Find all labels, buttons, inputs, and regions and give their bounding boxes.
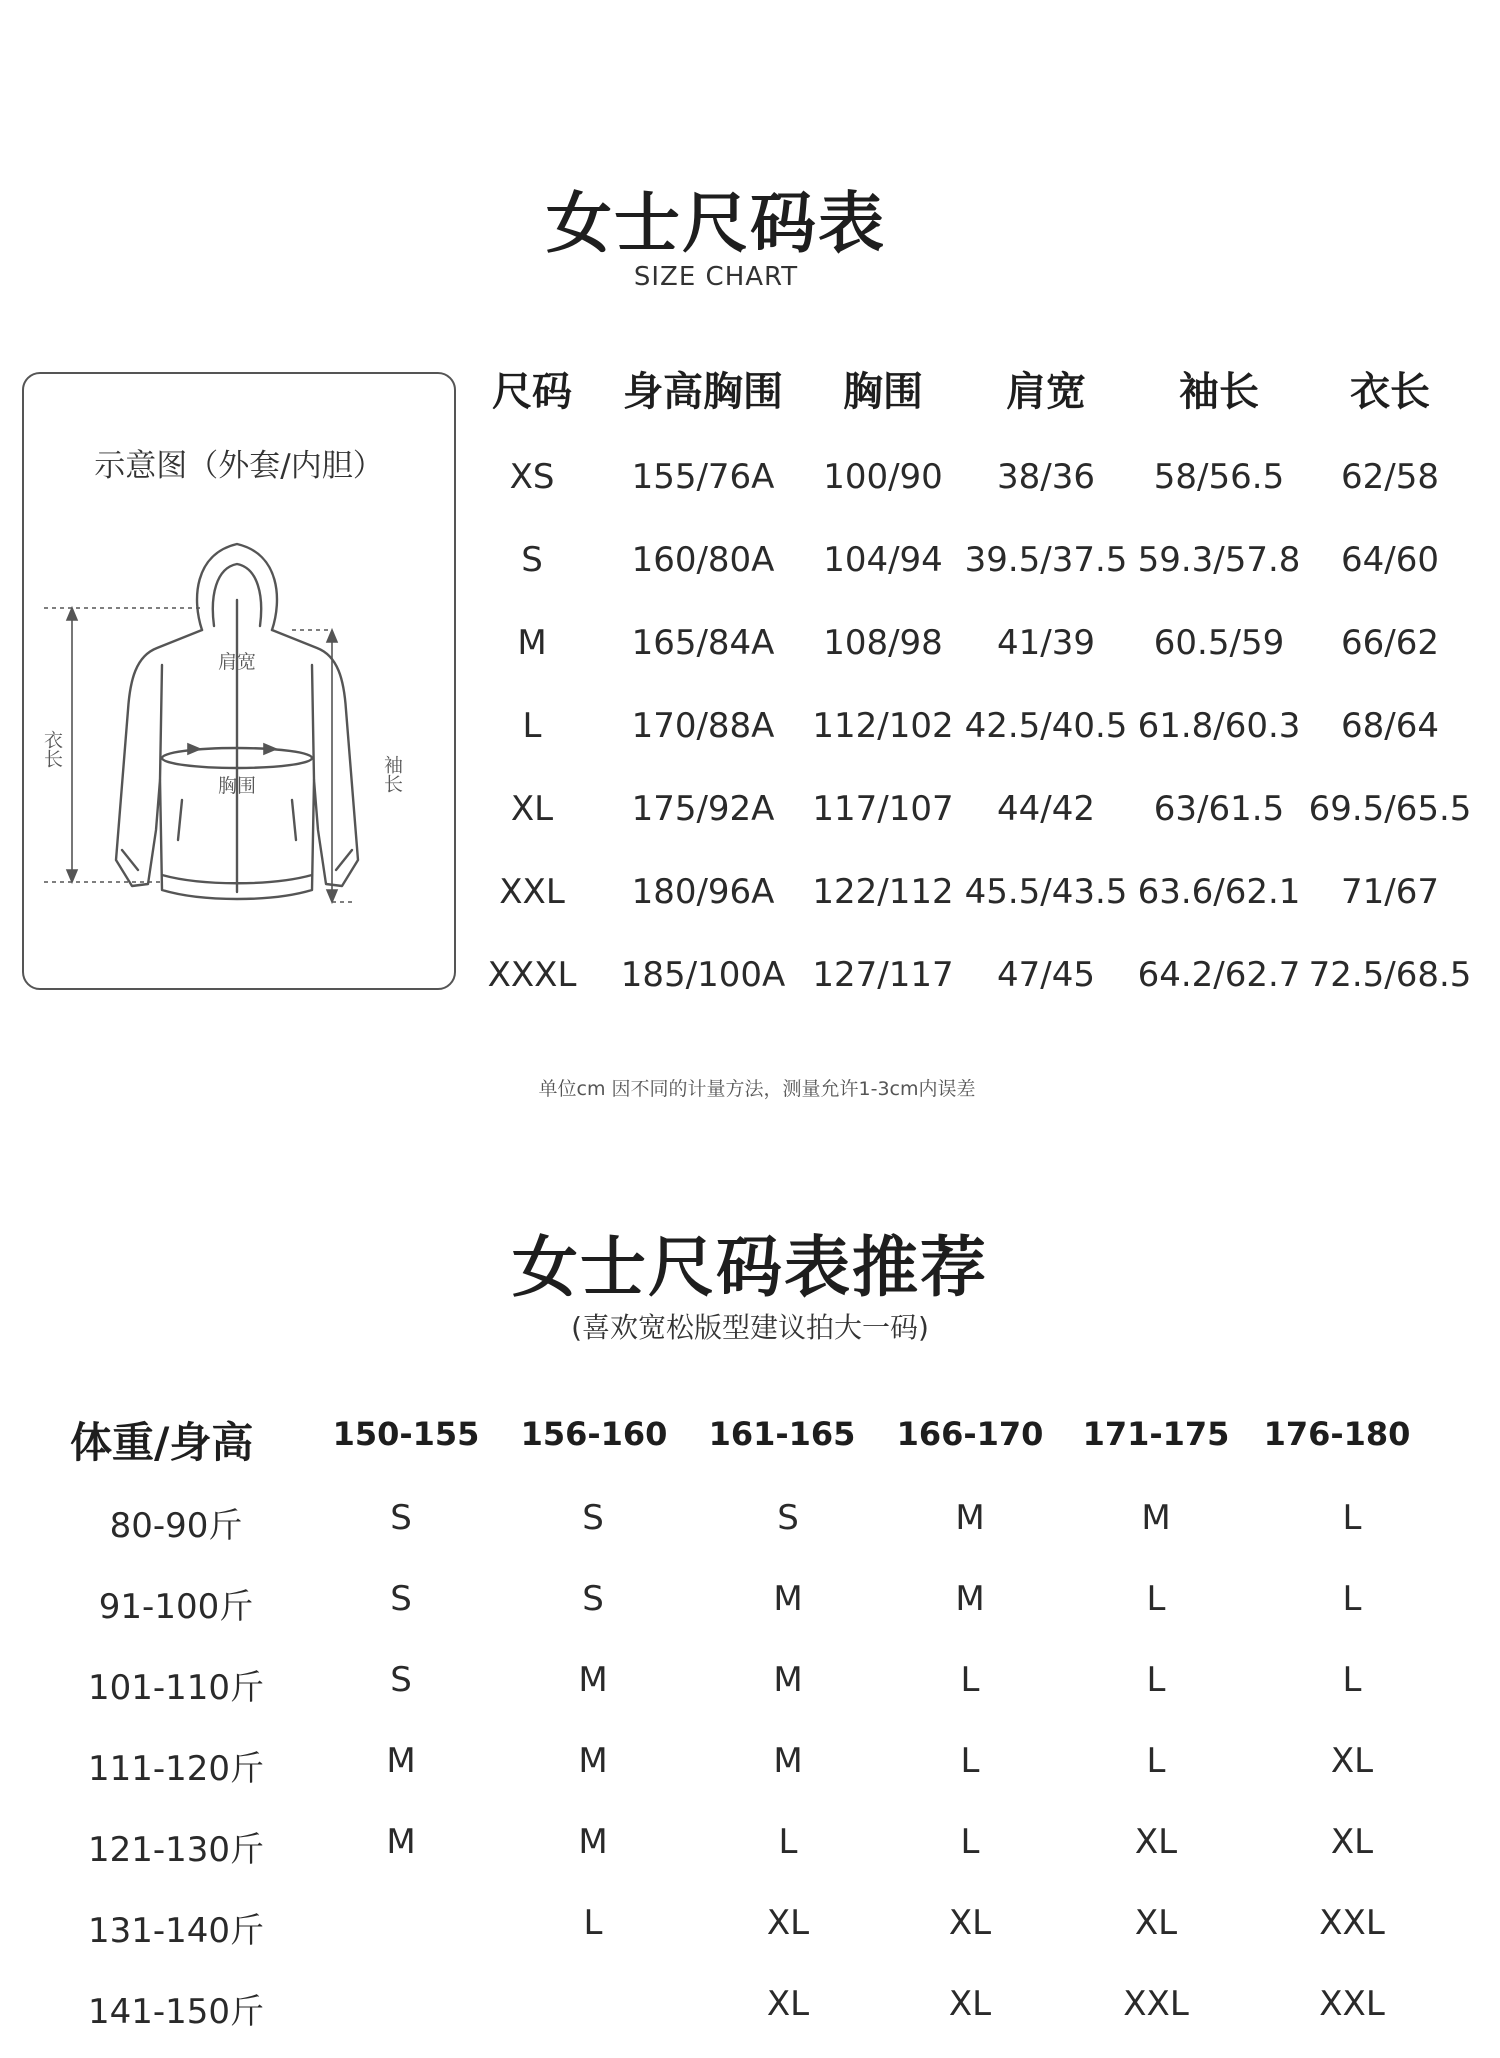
recommended-size-cell: M bbox=[773, 1741, 803, 1781]
size-chart-subtitle: SIZE CHART bbox=[633, 262, 799, 292]
size-table-cell: 155/76A bbox=[631, 457, 775, 497]
size-table-cell: 64.2/62.7 bbox=[1137, 955, 1301, 995]
recommended-size-cell: XL bbox=[766, 1984, 810, 2024]
recommended-size-cell: S bbox=[582, 1498, 604, 1538]
recommended-size-cell: L bbox=[1146, 1660, 1166, 1700]
recommended-size-cell: M bbox=[578, 1822, 608, 1862]
height-range-header: 171-175 bbox=[1082, 1415, 1230, 1453]
recommended-size-cell: L bbox=[1342, 1579, 1362, 1619]
size-table-cell: 69.5/65.5 bbox=[1308, 789, 1472, 829]
recommendation-title: 女士尺码表推荐 bbox=[512, 1229, 988, 1306]
recommended-size-cell: S bbox=[390, 1579, 412, 1619]
size-label-cell: S bbox=[521, 540, 543, 580]
size-table-cell: 62/58 bbox=[1341, 457, 1439, 497]
size-table-header: 身高胸围 bbox=[623, 369, 783, 415]
diagram-caption: 示意图（外套/内胆） bbox=[94, 448, 384, 484]
recommendation-subtitle: (喜欢宽松版型建议拍大一码) bbox=[571, 1311, 929, 1344]
recommended-size-cell: L bbox=[960, 1822, 980, 1862]
weight-range-label: 111-120斤 bbox=[87, 1749, 265, 1789]
label-chest: 胸围 bbox=[217, 775, 257, 797]
size-table-cell: 68/64 bbox=[1341, 706, 1439, 746]
height-range-header: 176-180 bbox=[1263, 1415, 1411, 1453]
recommended-size-cell: M bbox=[955, 1498, 985, 1538]
size-table-cell: 104/94 bbox=[823, 540, 943, 580]
recommended-size-cell: M bbox=[773, 1660, 803, 1700]
size-table-cell: 41/39 bbox=[997, 623, 1095, 663]
recommended-size-cell: S bbox=[390, 1660, 412, 1700]
size-table-cell: 59.3/57.8 bbox=[1137, 540, 1301, 580]
recommended-size-cell: XXL bbox=[1123, 1984, 1189, 2024]
height-range-header: 150-155 bbox=[332, 1415, 480, 1453]
size-label-cell: XL bbox=[510, 789, 554, 829]
height-range-header: 156-160 bbox=[520, 1415, 668, 1453]
size-table-cell: 45.5/43.5 bbox=[964, 872, 1128, 912]
size-table-cell: 66/62 bbox=[1341, 623, 1439, 663]
height-range-header: 166-170 bbox=[896, 1415, 1044, 1453]
recommended-size-cell: M bbox=[578, 1741, 608, 1781]
recommended-size-cell: L bbox=[1342, 1498, 1362, 1538]
size-label-cell: XXXL bbox=[487, 955, 577, 995]
size-table-cell: 39.5/37.5 bbox=[964, 540, 1128, 580]
jacket-diagram bbox=[41, 530, 422, 920]
size-table-cell: 64/60 bbox=[1341, 540, 1439, 580]
size-table-cell: 60.5/59 bbox=[1153, 623, 1285, 663]
recommended-size-cell: S bbox=[582, 1579, 604, 1619]
size-label-cell: XS bbox=[509, 457, 555, 497]
size-table-cell: 63/61.5 bbox=[1153, 789, 1285, 829]
recommended-size-cell: XL bbox=[1330, 1822, 1374, 1862]
size-table-cell: 117/107 bbox=[812, 789, 954, 829]
recommended-size-cell: XXL bbox=[1319, 1984, 1385, 2024]
size-table-cell: 165/84A bbox=[631, 623, 775, 663]
size-table-cell: 42.5/40.5 bbox=[964, 706, 1128, 746]
size-table-cell: 175/92A bbox=[631, 789, 775, 829]
size-table-cell: 112/102 bbox=[812, 706, 954, 746]
recommended-size-cell: XL bbox=[1134, 1903, 1178, 1943]
label-body-length: 衣长 bbox=[41, 730, 63, 768]
size-table-cell: 170/88A bbox=[631, 706, 775, 746]
recommended-size-cell: L bbox=[1342, 1660, 1362, 1700]
recommended-size-cell: M bbox=[386, 1822, 416, 1862]
size-table-cell: 180/96A bbox=[631, 872, 775, 912]
recommended-size-cell: M bbox=[1141, 1498, 1171, 1538]
recommended-size-cell: L bbox=[1146, 1741, 1166, 1781]
size-table-header: 衣长 bbox=[1350, 369, 1430, 415]
label-sleeve-length: 袖长 bbox=[381, 755, 403, 793]
recommended-size-cell: M bbox=[578, 1660, 608, 1700]
size-table-cell: 71/67 bbox=[1341, 872, 1439, 912]
height-range-header: 161-165 bbox=[708, 1415, 856, 1453]
size-table-cell: 108/98 bbox=[823, 623, 943, 663]
recommended-size-cell: S bbox=[777, 1498, 799, 1538]
size-label-cell: L bbox=[522, 706, 542, 746]
weight-range-label: 101-110斤 bbox=[87, 1668, 265, 1708]
size-table-cell: 100/90 bbox=[823, 457, 943, 497]
size-table-header: 尺码 bbox=[492, 369, 572, 415]
recommended-size-cell: XL bbox=[1330, 1741, 1374, 1781]
measurement-note: 单位cm 因不同的计量方法，测量允许1-3cm内误差 bbox=[538, 1078, 976, 1100]
recommended-size-cell: XL bbox=[948, 1903, 992, 1943]
size-label-cell: XXL bbox=[499, 872, 565, 912]
label-shoulder: 肩宽 bbox=[217, 651, 257, 673]
size-table-cell: 127/117 bbox=[812, 955, 954, 995]
size-table-cell: 122/112 bbox=[812, 872, 954, 912]
size-table-cell: 72.5/68.5 bbox=[1308, 955, 1472, 995]
size-table-header: 肩宽 bbox=[1006, 369, 1086, 415]
size-table-cell: 38/36 bbox=[997, 457, 1095, 497]
size-table-cell: 160/80A bbox=[631, 540, 775, 580]
size-table-cell: 47/45 bbox=[997, 955, 1095, 995]
recommended-size-cell: L bbox=[960, 1741, 980, 1781]
recommended-size-cell: L bbox=[1146, 1579, 1166, 1619]
recommended-size-cell: S bbox=[390, 1498, 412, 1538]
recommended-size-cell: XL bbox=[1134, 1822, 1178, 1862]
size-table-cell: 61.8/60.3 bbox=[1137, 706, 1301, 746]
weight-range-label: 91-100斤 bbox=[98, 1587, 254, 1627]
size-table-header: 胸围 bbox=[843, 369, 923, 415]
recommended-size-cell: M bbox=[773, 1579, 803, 1619]
recommended-size-cell: XL bbox=[766, 1903, 810, 1943]
size-table-header: 袖长 bbox=[1179, 369, 1259, 415]
size-table-cell: 44/42 bbox=[997, 789, 1095, 829]
weight-range-label: 131-140斤 bbox=[87, 1911, 265, 1951]
size-table-cell: 58/56.5 bbox=[1153, 457, 1285, 497]
size-table-cell: 63.6/62.1 bbox=[1137, 872, 1301, 912]
size-table-cell: 185/100A bbox=[620, 955, 786, 995]
recommended-size-cell: L bbox=[960, 1660, 980, 1700]
weight-range-label: 80-90斤 bbox=[109, 1506, 243, 1546]
recommended-size-cell: XXL bbox=[1319, 1903, 1385, 1943]
recommended-size-cell: L bbox=[583, 1903, 603, 1943]
recommended-size-cell: M bbox=[386, 1741, 416, 1781]
weight-height-corner-label: 体重/身高 bbox=[70, 1418, 254, 1467]
weight-range-label: 141-150斤 bbox=[87, 1992, 265, 2032]
recommended-size-cell: M bbox=[955, 1579, 985, 1619]
size-label-cell: M bbox=[517, 623, 547, 663]
recommended-size-cell: XL bbox=[948, 1984, 992, 2024]
size-chart-title: 女士尺码表 bbox=[546, 185, 886, 262]
recommended-size-cell: L bbox=[778, 1822, 798, 1862]
weight-range-label: 121-130斤 bbox=[87, 1830, 265, 1870]
